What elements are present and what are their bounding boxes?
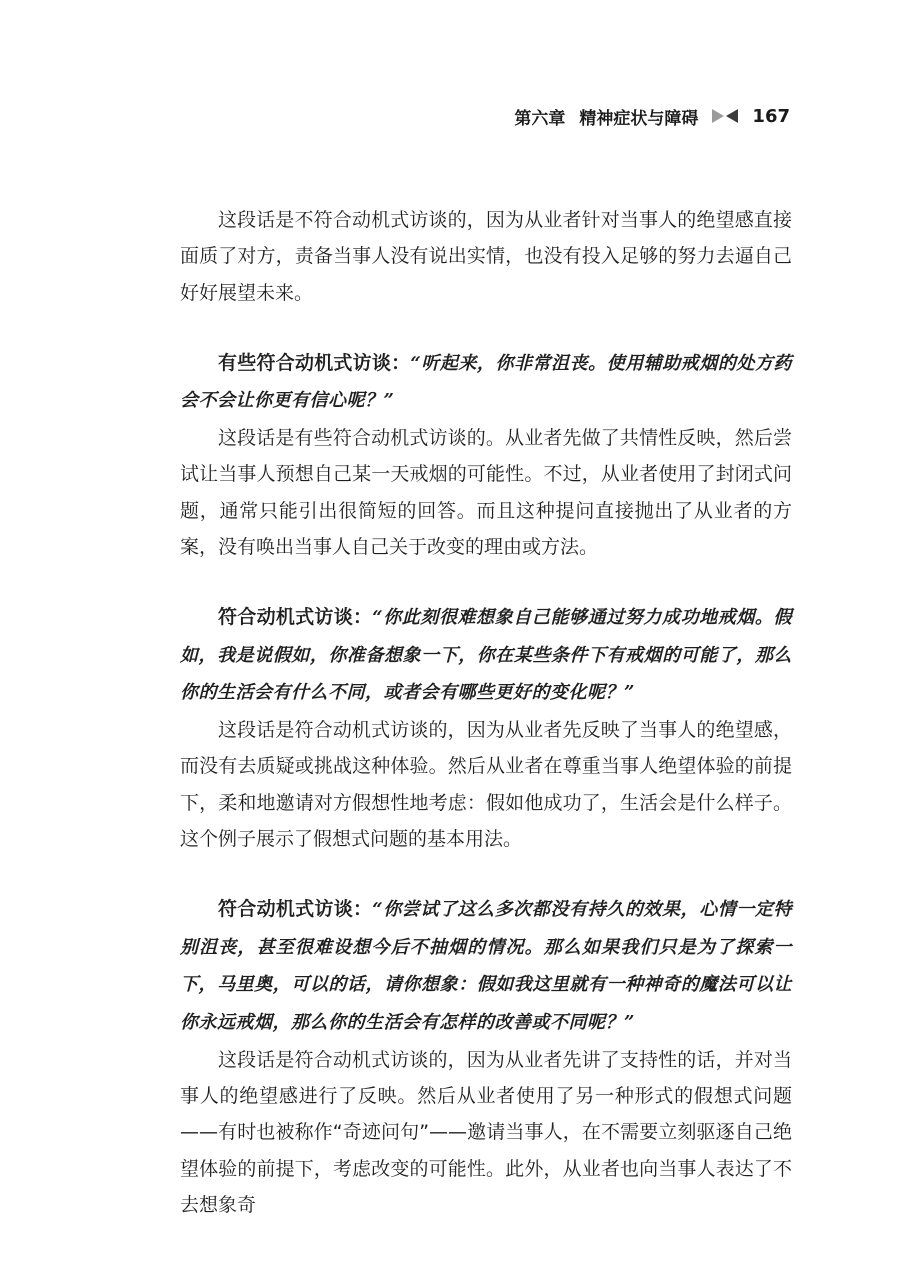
example-3 (180, 891, 792, 1041)
chapter-title: 精神症状与障碍 (579, 108, 699, 129)
ornament-left-triangle-icon (712, 109, 724, 123)
paragraph-1: 这段话是不符合动机式访谈的，因为从业者针对当事人的绝望感直接面质了对方，责备当事人没有说出实情，也没有投入足够的努力去逼自己好好展望未来。 (180, 209, 792, 304)
page-body (180, 202, 792, 1223)
page-number: 167 (752, 105, 790, 127)
example-2-lead: 符合动机式访谈： (218, 606, 373, 629)
section-gap (180, 565, 792, 599)
section-gap (180, 857, 792, 891)
paragraph-2: 这段话是有些符合动机式访谈的。从业者先做了共情性反映，然后尝试让当事人预想自己某一天戒烟的可能性。不过，从业者使用了封闭式问题，通常只能引出很简短的回答。而且这种提问直接抛出了从业者的方案，没有唤出当事人自己关于改变的理由或方法。 (180, 427, 792, 558)
example-1-quote: “听起来，你非常沮丧。使用辅助戒烟的处方药会不会让你更有信心呢？” (180, 352, 792, 412)
section-gap (180, 311, 792, 345)
paragraph-3: 这段话是符合动机式访谈的，因为从业者先反映了当事人的绝望感，而没有去质疑或挑战这种体验。然后从业者在尊重当事人绝望体验的前提下，柔和地邀请对方假想性地考虑：假如他成功了，生活会是什么样子。这个例子展示了假想式问题的基本用法。 (180, 719, 792, 850)
example-1 (180, 345, 792, 420)
example-2 (180, 599, 792, 712)
chapter-label: 第六章 (514, 108, 566, 129)
example-3-lead: 符合动机式访谈： (218, 898, 373, 921)
running-header (514, 100, 790, 132)
example-1-lead: 有些符合动机式访谈： (218, 351, 411, 374)
example-3-quote: “你尝试了这么多次都没有持久的效果，心情一定特别沮丧，甚至很难设想今后不抽烟的情况。那么如果我们只是为了探索一下，马里奥，可以的话，请你想象：假如我这里就有一种神奇的魔法可以让你永远戒烟，那么你的生活会有怎样的改善或不同呢？” (180, 899, 792, 1034)
bowtie-ornament-icon (712, 109, 738, 123)
paragraph-4: 这段话是符合动机式访谈的，因为从业者先讲了支持性的话，并对当事人的绝望感进行了反映。然后从业者使用了另一种形式的假想式问题——有时也被称作“奇迹问句”——邀请当事人，在不需要立刻驱逐自己绝望体验的前提下，考虑改变的可能性。此外，从业者也向当事人表达了不去想象奇 (180, 1048, 792, 1216)
ornament-right-triangle-icon (726, 109, 738, 123)
example-2-quote: “你此刻很难想象自己能够通过努力成功地戒烟。假如，我是说假如，你准备想象一下，你在某些条件下有戒烟的可能了，那么你的生活会有什么不同，或者会有哪些更好的变化呢？” (180, 607, 792, 704)
